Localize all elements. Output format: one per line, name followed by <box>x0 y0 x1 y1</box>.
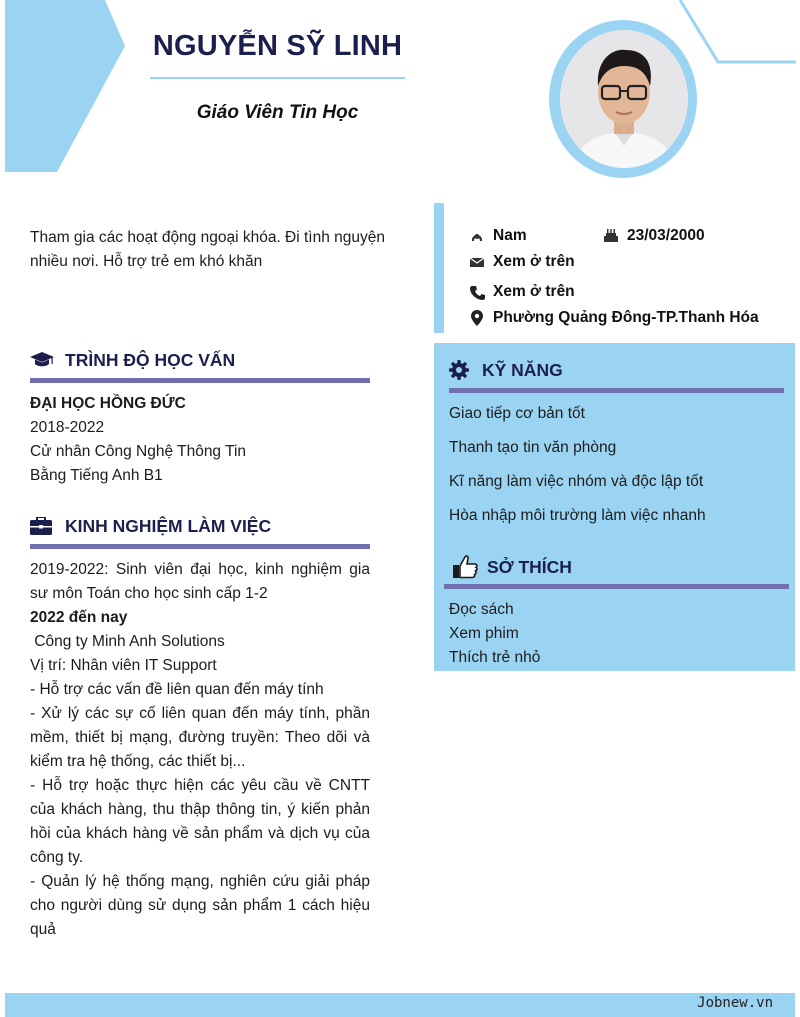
address-value: Phường Quảng Đông-TP.Thanh Hóa <box>493 309 759 326</box>
skills-heading-label: KỸ NĂNG <box>482 359 563 380</box>
experience-period: 2022 đến nay <box>30 609 128 626</box>
avatar-portrait-icon <box>560 30 688 168</box>
education-heading-label: TRÌNH ĐỘ HỌC VẤN <box>65 349 236 370</box>
education-years: 2018-2022 <box>30 419 105 436</box>
duty-item: - Hỗ trợ các vấn đề liên quan đến máy tính <box>30 681 324 698</box>
gender-icon <box>469 228 485 244</box>
experience-first: 2019-2022: Sinh viên đại học, kinh nghiệm gia sư môn Toán cho học sinh cấp 1-2 <box>30 561 370 602</box>
header-decoration-right <box>678 0 798 70</box>
hobbies-list <box>449 598 779 670</box>
career-objective: Tham gia các hoạt động ngoại khóa. Đi tình nguyện nhiều nơi. Hỗ trợ trẻ em khó khăn <box>30 229 386 270</box>
footer-brand[interactable]: Jobnew.vn <box>697 995 773 1011</box>
education-details <box>30 392 370 488</box>
name-underline <box>150 77 405 79</box>
hobbies-heading <box>452 554 572 580</box>
experience-heading <box>30 515 271 537</box>
briefcase-icon <box>30 515 54 537</box>
hobby-item: Thích trẻ nhỏ <box>449 649 541 666</box>
skill-item: Giao tiếp cơ bản tốt <box>449 405 585 422</box>
hobbies-heading-label: SỞ THÍCH <box>487 556 572 577</box>
contact-birthday <box>603 227 705 245</box>
hobby-item: Xem phim <box>449 625 519 642</box>
duty-item: - Hỗ trợ hoặc thực hiện các yêu cầu về CNTT của khách hàng, thu thập thông tin, ý kiến phản hồi của khách hàng về sản phẩm và dịch vụ của công ty. <box>30 777 370 866</box>
duty-item: - Quản lý hệ thống mạng, nghiên cứu giải pháp cho người dùng sử dụng sản phẩm 1 cách hiệu quả <box>30 873 370 938</box>
contact-email <box>469 253 575 271</box>
experience-rule <box>30 544 370 549</box>
thumbs-up-icon <box>452 554 478 580</box>
job-position: Vị trí: Nhân viên IT Support <box>30 657 217 674</box>
contact-phone <box>469 283 575 301</box>
phone-icon <box>469 284 485 300</box>
email-value[interactable]: Xem ở trên <box>493 253 575 270</box>
skills-rule <box>449 388 784 393</box>
gender-value: Nam <box>493 227 527 244</box>
avatar <box>560 30 688 168</box>
skills-heading <box>449 359 563 381</box>
phone-value[interactable]: Xem ở trên <box>493 283 575 300</box>
birthday-value: 23/03/2000 <box>627 227 705 244</box>
job-title: Giáo Viên Tin Học <box>196 102 359 123</box>
candidate-name: NGUYỄN SỸ LINH <box>152 30 403 62</box>
experience-heading-label: KINH NGHIỆM LÀM VIỆC <box>65 515 272 536</box>
contact-gender <box>469 227 527 245</box>
education-rule <box>30 378 370 383</box>
degree: Cử nhân Công Nghệ Thông Tin <box>30 443 247 460</box>
location-pin-icon <box>469 310 485 326</box>
header-decoration-left <box>5 0 125 172</box>
skill-item: Thanh tạo tin văn phòng <box>449 439 617 456</box>
hobby-item: Đọc sách <box>449 601 514 618</box>
hobbies-rule <box>444 584 789 589</box>
email-icon <box>469 254 485 270</box>
experience-details <box>30 558 370 942</box>
duty-item: - Xử lý các sự cố liên quan đến máy tính, phần mềm, thiết bị mạng, đường truyền: Theo dõi và kiểm tra hệ thống, các thiết bị... <box>30 705 370 770</box>
gear-icon <box>449 359 471 381</box>
education-heading <box>30 349 235 371</box>
company-name: Công ty Minh Anh Solutions <box>30 633 225 650</box>
birthday-cake-icon <box>603 228 619 244</box>
skill-item: Hòa nhập môi trường làm việc nhanh <box>449 507 706 524</box>
graduation-cap-icon <box>30 349 54 371</box>
contact-accent-bar <box>434 203 444 333</box>
contact-address <box>469 309 759 327</box>
school-name: ĐẠI HỌC HỒNG ĐỨC <box>30 395 186 412</box>
english-certificate: Bằng Tiếng Anh B1 <box>30 467 163 484</box>
footer-bar <box>5 993 795 1017</box>
skill-item: Kĩ năng làm việc nhóm và độc lập tốt <box>449 473 704 490</box>
